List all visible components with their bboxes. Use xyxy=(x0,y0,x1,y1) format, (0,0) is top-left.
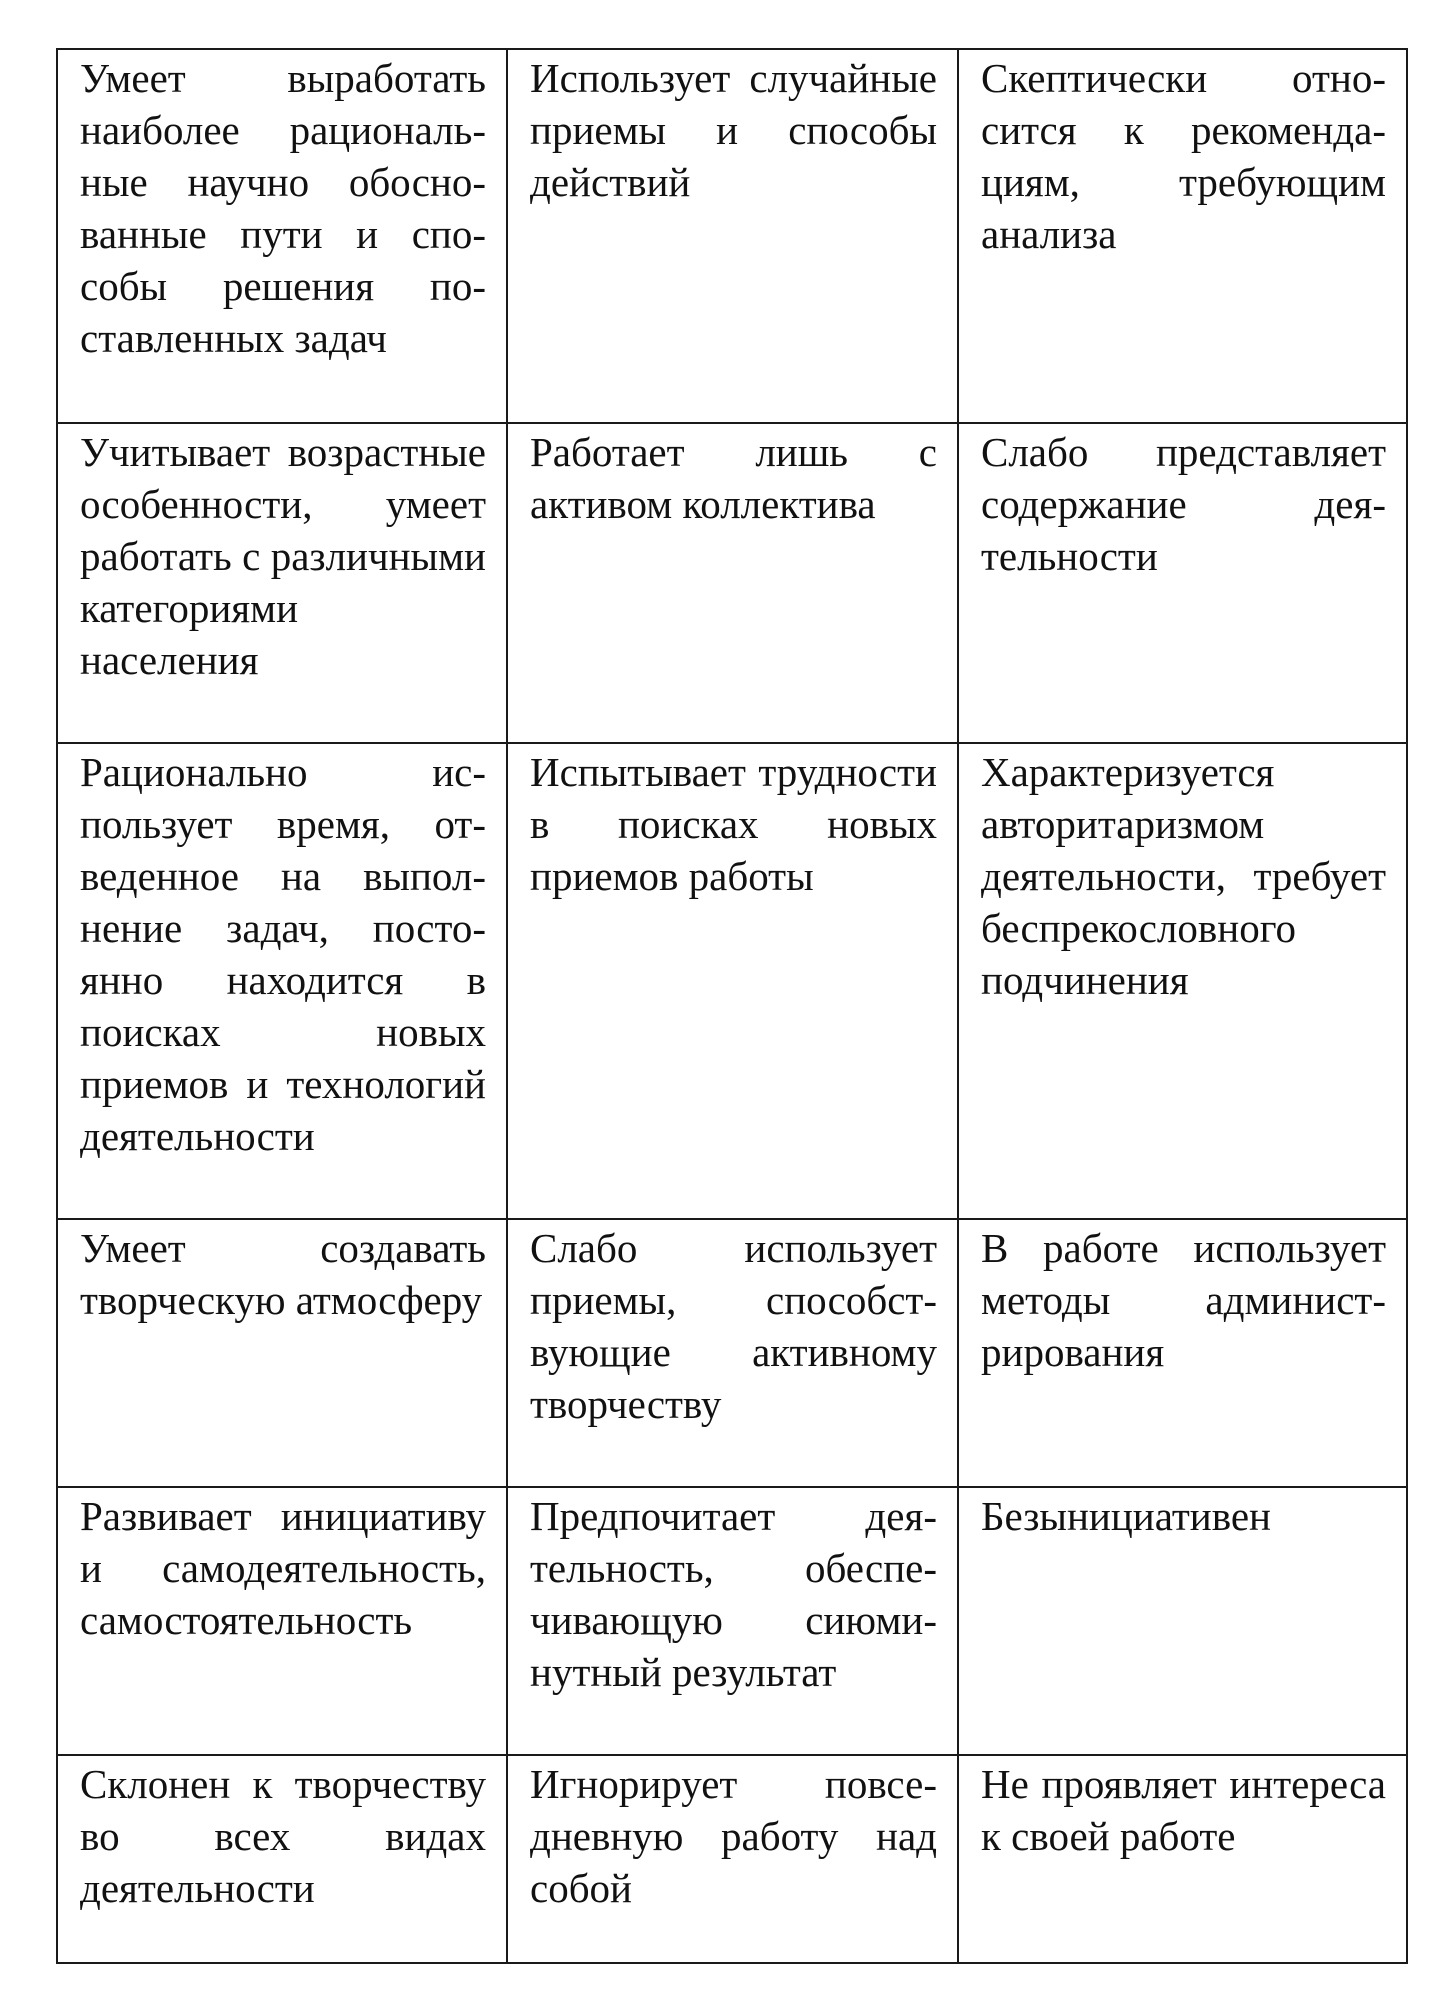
table-cell: Безынициативен xyxy=(958,1487,1407,1755)
table-cell: Склонен к творчеству во всех видах деятельности xyxy=(57,1755,507,1963)
table-cell: Не проявляет интереса к своей работе xyxy=(958,1755,1407,1963)
table-cell: Использует случайные приемы и способы действий xyxy=(507,49,958,423)
table-row xyxy=(57,1219,1407,1487)
table-cell: В работе использует методы администрирования xyxy=(958,1219,1407,1487)
table-cell: Слабо представляет содержание деятельности xyxy=(958,423,1407,743)
table-cell: Умеет выработать наиболее рациональные научно обоснованные пути и способы решения поставленных задач xyxy=(57,49,507,423)
table-row xyxy=(57,423,1407,743)
table-cell: Характеризуется авторитаризмом деятельности, требует беспрекословного подчинения xyxy=(958,743,1407,1219)
table-row xyxy=(57,1487,1407,1755)
table-row xyxy=(57,1755,1407,1963)
table-row xyxy=(57,743,1407,1219)
table-row xyxy=(57,49,1407,423)
table-cell: Рационально использует время, отведенное на выполнение задач, постоянно находится в поисках новых приемов и технологий деятельности xyxy=(57,743,507,1219)
table-cell: Скептически относится к рекомендациям, требующим анализа xyxy=(958,49,1407,423)
characteristics-table xyxy=(56,48,1408,1964)
table-cell: Работает лишь с активом коллектива xyxy=(507,423,958,743)
table-cell: Игнорирует повседневную работу над собой xyxy=(507,1755,958,1963)
table-cell: Испытывает трудности в поисках новых приемов работы xyxy=(507,743,958,1219)
table-cell: Предпочитает деятельность, обеспечивающую сиюминутный результат xyxy=(507,1487,958,1755)
table-cell: Учитывает возрастные особенности, умеет работать с различными категориями населения xyxy=(57,423,507,743)
table-cell: Развивает инициативу и самодеятельность, самостоятельность xyxy=(57,1487,507,1755)
table-cell: Слабо использует приемы, способствующие активному творчеству xyxy=(507,1219,958,1487)
table-cell: Умеет создавать творческую атмосферу xyxy=(57,1219,507,1487)
